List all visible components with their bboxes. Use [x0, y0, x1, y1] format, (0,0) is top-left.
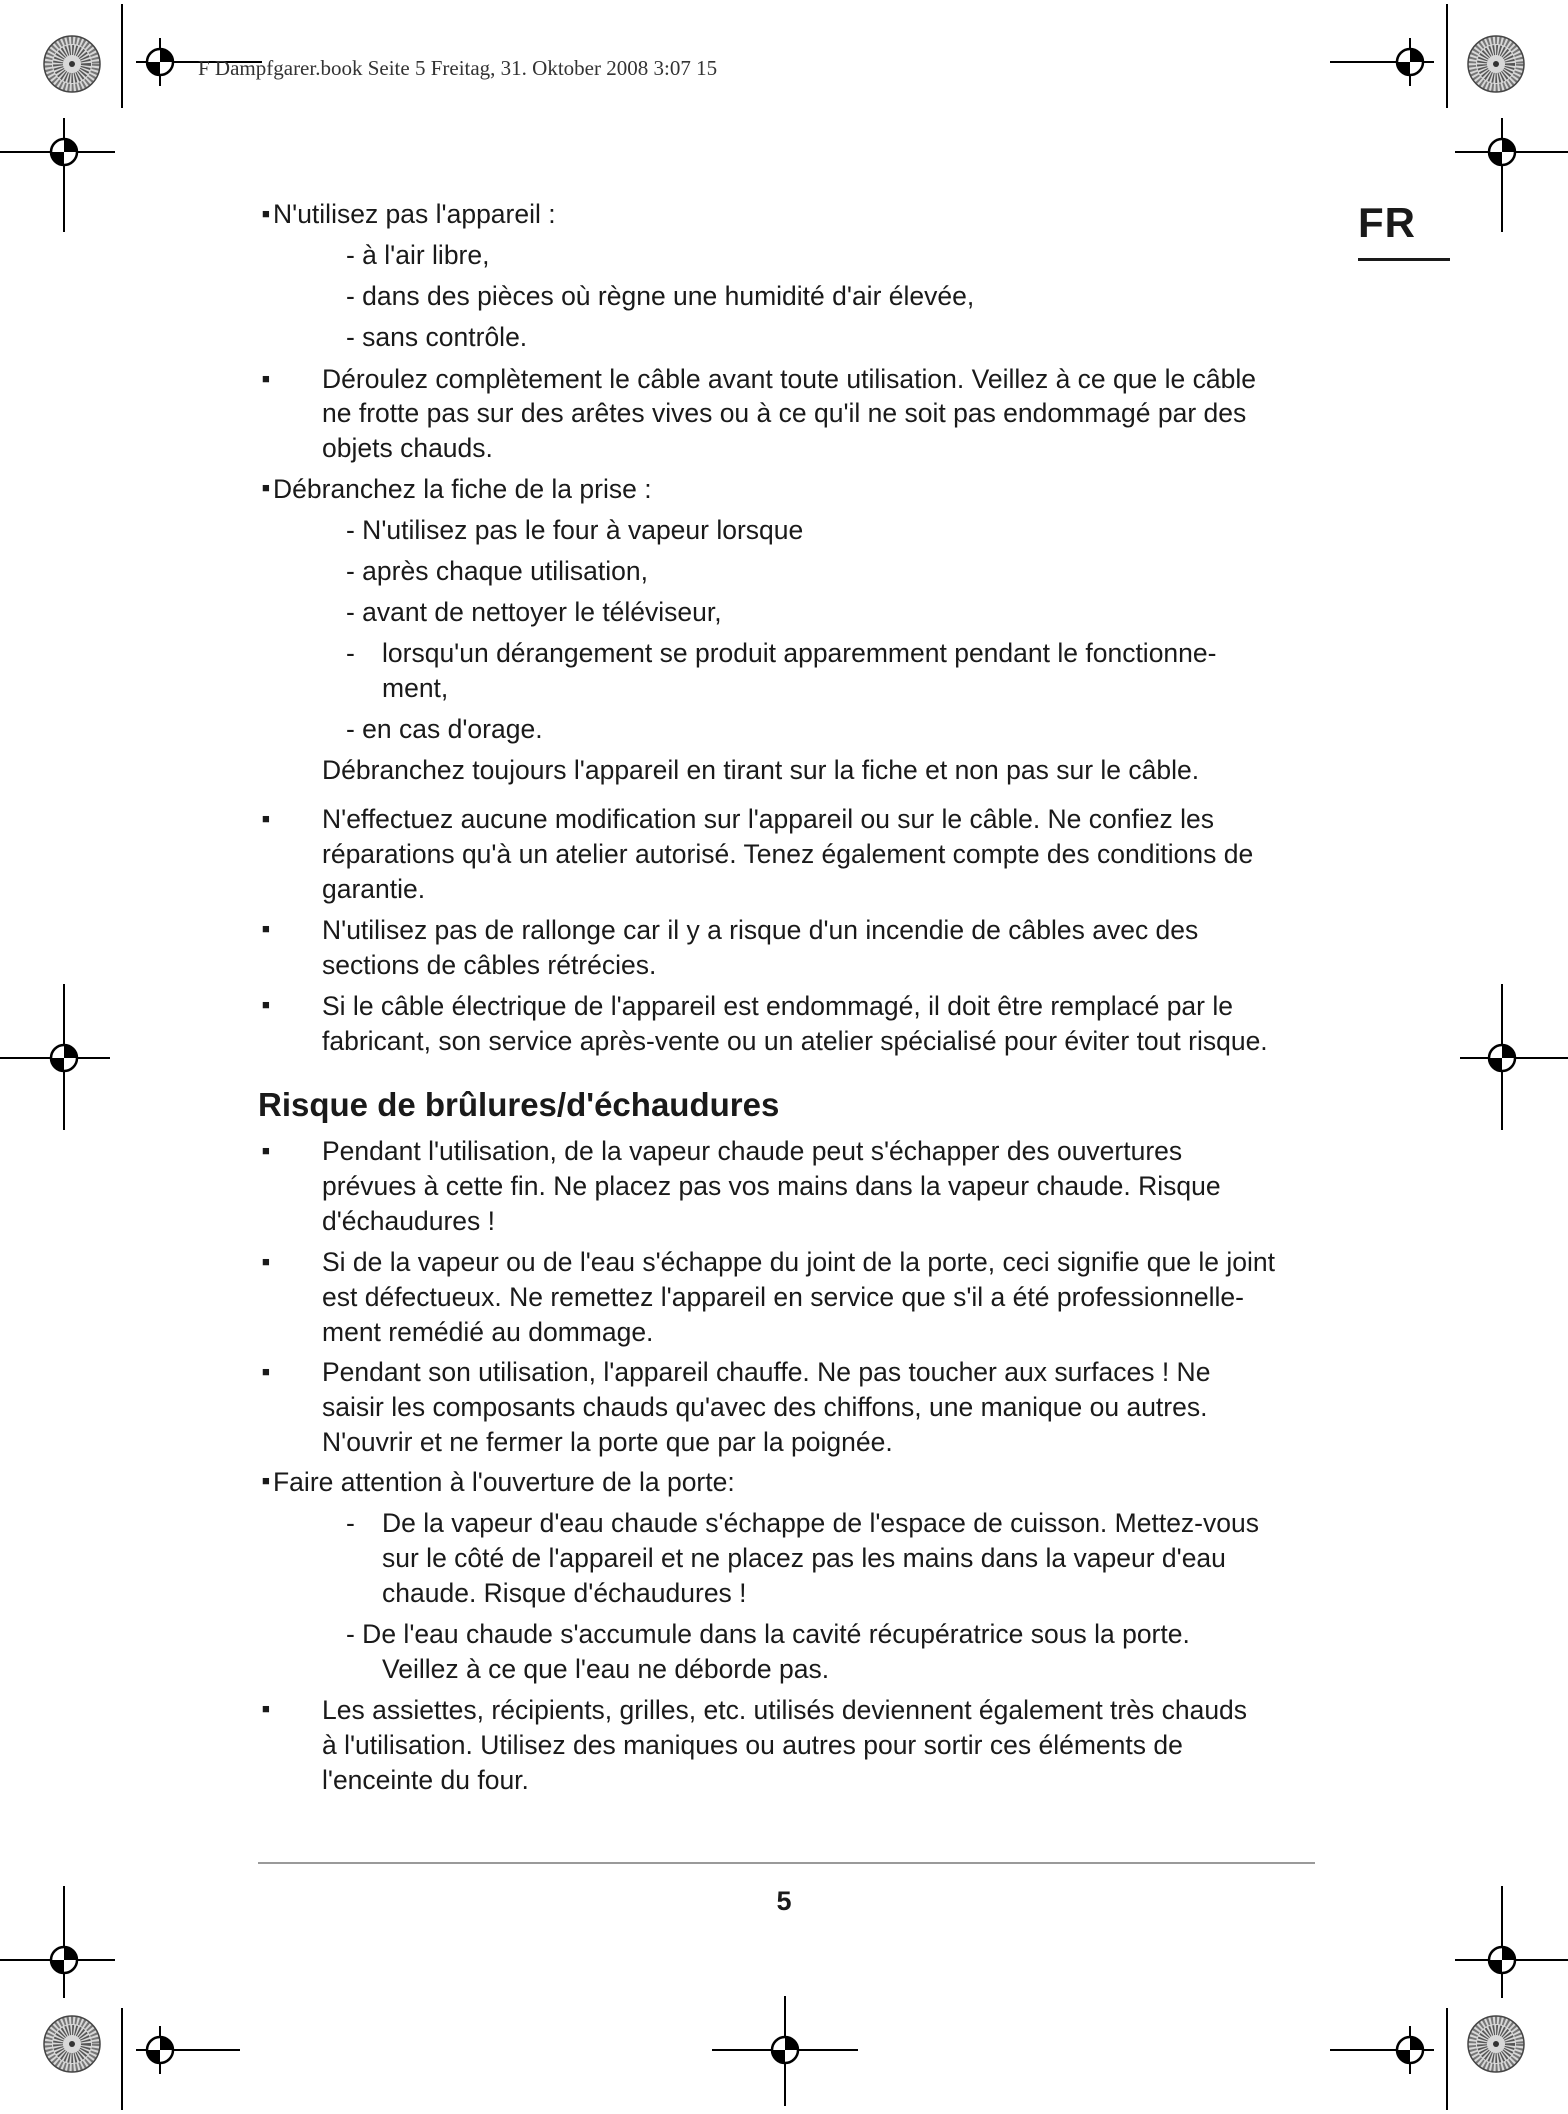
text-line: N'utilisez pas l'appareil : — [273, 199, 556, 229]
text-line: N'effectuez aucune modification sur l'appareil ou sur le câble. Ne confiez les — [322, 804, 1214, 834]
section-heading: Risque de brûlures/d'échaudures — [258, 1086, 780, 1123]
text-line: Déroulez complètement le câble avant toute utilisation. Veillez à ce que le câble — [322, 364, 1256, 394]
language-tag: FR — [1358, 202, 1450, 261]
text-line: lorsqu'un dérangement se produit apparemment pendant le fonctionne- — [382, 638, 1217, 668]
text-line: Débranchez toujours l'appareil en tirant sur la fiche et non pas sur le câble. — [322, 755, 1200, 785]
bullet-marker: ■ — [262, 1254, 270, 1269]
text-line: - — [346, 1508, 355, 1538]
text-line: - en cas d'orage. — [346, 714, 543, 744]
text-line: Les assiettes, récipients, grilles, etc. utilisés deviennent également très chauds — [322, 1695, 1248, 1725]
text-line: Si le câble électrique de l'appareil est endommagé, il doit être remplacé par le — [322, 991, 1233, 1021]
text-line: chaude. Risque d'échaudures ! — [382, 1578, 747, 1608]
text-line: ne frotte pas sur des arêtes vives ou à ce qu'il ne soit pas endommagé par des — [322, 398, 1247, 428]
text-line: Pendant son utilisation, l'appareil chauffe. Ne pas toucher aux surfaces ! Ne — [322, 1357, 1211, 1387]
bullet-marker: ■ — [262, 1364, 270, 1379]
text-line: d'échaudures ! — [322, 1206, 496, 1236]
text-line: est défectueux. Ne remettez l'appareil en service que s'il a été professionnelle- — [322, 1282, 1244, 1312]
bullet-marker: ■ — [262, 371, 270, 386]
bullet-marker: ■ — [262, 1143, 270, 1158]
text-line: fabricant, son service après-vente ou un atelier spécialisé pour éviter tout risque. — [322, 1026, 1268, 1056]
text-line: saisir les composants chauds qu'avec des chiffons, une manique ou autres. — [322, 1392, 1208, 1422]
text-line: Débranchez la fiche de la prise : — [273, 474, 652, 504]
bullet-marker: ■ — [262, 1473, 270, 1488]
text-line: - N'utilisez pas le four à vapeur lorsque — [346, 515, 804, 545]
text-line: ment remédié au dommage. — [322, 1317, 654, 1347]
bullet-marker: ■ — [262, 997, 270, 1012]
text-line: - sans contrôle. — [346, 322, 528, 352]
text-line: prévues à cette fin. Ne placez pas vos mains dans la vapeur chaude. Risque — [322, 1171, 1221, 1201]
text-line: De la vapeur d'eau chaude s'échappe de l'espace de cuisson. Mettez-vous — [382, 1508, 1259, 1538]
print-header: F Dampfgarer.book Seite 5 Freitag, 31. Oktober 2008 3:07 15 — [198, 56, 718, 80]
text-line: N'ouvrir et ne fermer la porte que par la poignée. — [322, 1427, 893, 1457]
text-line: garantie. — [322, 874, 426, 904]
text-line: à l'utilisation. Utilisez des maniques ou autres pour sortir ces éléments de — [322, 1730, 1183, 1760]
text-line: Faire attention à l'ouverture de la porte: — [273, 1467, 735, 1497]
text-line: ment, — [382, 673, 449, 703]
text-line: - après chaque utilisation, — [346, 556, 648, 586]
text-line: Si de la vapeur ou de l'eau s'échappe du joint de la porte, ceci signifie que le joint — [322, 1247, 1275, 1277]
text-line: Pendant l'utilisation, de la vapeur chaude peut s'échapper des ouvertures — [322, 1136, 1183, 1166]
text-line: réparations qu'à un atelier autorisé. Tenez également compte des conditions de — [322, 839, 1254, 869]
bullet-marker: ■ — [262, 480, 270, 495]
text-line: N'utilisez pas de rallonge car il y a risque d'un incendie de câbles avec des — [322, 915, 1199, 945]
text-line: - De l'eau chaude s'accumule dans la cavité récupératrice sous la porte. — [346, 1619, 1190, 1649]
page-number: 5 — [776, 1886, 792, 1916]
bullet-marker: ■ — [262, 1701, 270, 1716]
text-line: - avant de nettoyer le téléviseur, — [346, 597, 722, 627]
text-line: sur le côté de l'appareil et ne placez pas les mains dans la vapeur d'eau — [382, 1543, 1226, 1573]
text-line: Veillez à ce que l'eau ne déborde pas. — [382, 1654, 830, 1684]
bullet-marker: ■ — [262, 811, 270, 826]
bullet-marker: ■ — [262, 921, 270, 936]
text-line: sections de câbles rétrécies. — [322, 950, 657, 980]
text-line: objets chauds. — [322, 433, 493, 463]
text-line: - — [346, 638, 355, 668]
bullet-marker: ■ — [262, 206, 270, 221]
text-line: - à l'air libre, — [346, 240, 490, 270]
footer-rule — [258, 1862, 1315, 1864]
text-line: l'enceinte du four. — [322, 1765, 529, 1795]
text-line: - dans des pièces où règne une humidité d'air élevée, — [346, 281, 975, 311]
